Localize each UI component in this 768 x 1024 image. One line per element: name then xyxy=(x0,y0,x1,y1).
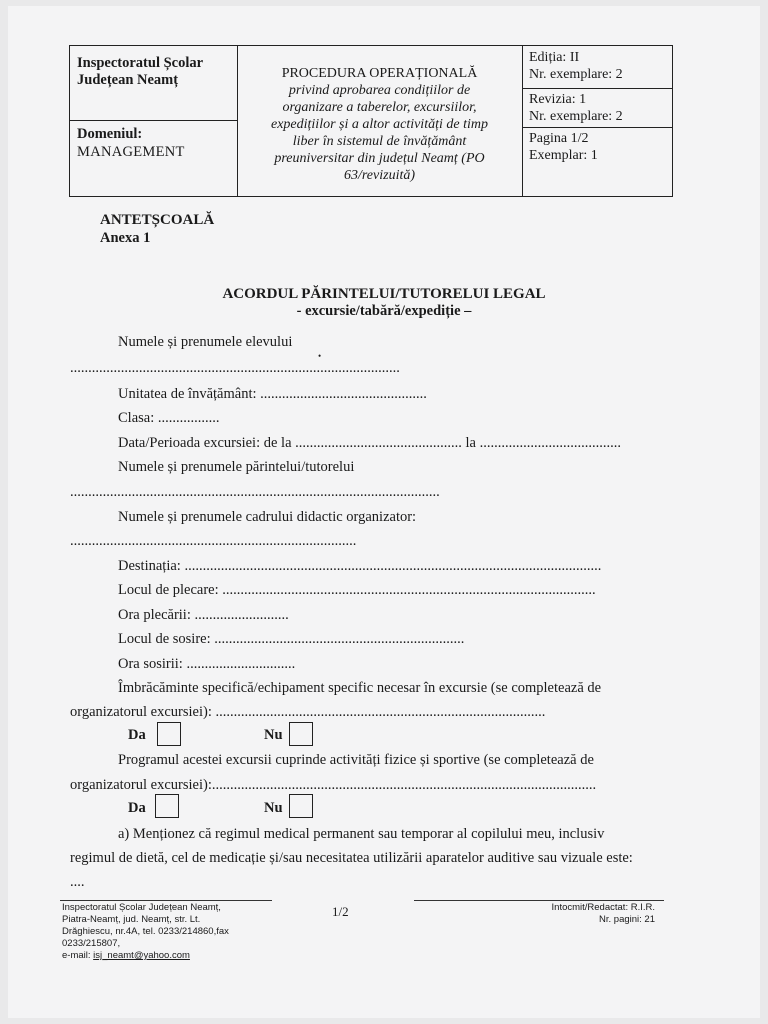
edition-text: Ediția: II xyxy=(529,50,580,65)
trip-period-field[interactable]: Data/Perioada excursiei: de la .............................................. la ....................................... xyxy=(118,435,621,451)
procedure-subtitle-5: preuniversitar din județul Neamț (PO xyxy=(274,151,485,166)
edition-column xyxy=(522,46,672,196)
clothing-yes-checkbox[interactable] xyxy=(157,722,181,746)
sports-yes-checkbox[interactable] xyxy=(155,794,179,818)
departure-time-field[interactable]: Ora plecării: .......................... xyxy=(118,607,289,623)
edition-cell xyxy=(522,46,672,89)
revision-copies: Nr. exemplare: 2 xyxy=(529,109,623,124)
footer-rule-left xyxy=(60,900,272,901)
revision-text: Revizia: 1 xyxy=(529,92,587,107)
teacher-name-field[interactable]: ............................................................................... xyxy=(70,533,357,549)
page-number: Pagina 1/2 xyxy=(529,131,589,146)
footer-rule-right xyxy=(414,900,664,901)
procedure-subtitle-4: liber în sistemul de învățământ xyxy=(292,134,467,149)
procedure-title: PROCEDURA OPERAȚIONALĂ xyxy=(281,66,478,81)
bullet-dot: • xyxy=(318,351,322,361)
sports-question-line-1: Programul acestei excursii cuprinde activități fizice și sportive (se completează de xyxy=(118,752,594,768)
sports-question-line-2[interactable]: organizatorul excursiei):.......................................................................................................... xyxy=(70,777,597,793)
revision-cell xyxy=(522,88,672,128)
clothing-yes-label: Da xyxy=(128,727,146,743)
footer-page-count: Nr. pagini: 21 xyxy=(599,914,655,925)
footer-address-line-4: 0233/215807, xyxy=(62,938,121,949)
procedure-header-table xyxy=(69,45,673,197)
domain-value: MANAGEMENT xyxy=(77,144,185,160)
procedure-subtitle-2: organizare a taberelor, excursiilor, xyxy=(282,100,477,115)
medical-statement-line-2: regimul de dietă, cel de medicație și/sau necesitatea utilizării aparatelor auditive sau vizuale este: xyxy=(70,850,633,866)
medical-statement-field[interactable]: .... xyxy=(70,874,85,890)
copy-number: Exemplar: 1 xyxy=(529,148,598,163)
footer-email-label: e-mail: xyxy=(62,950,94,961)
footer-author: Intocmit/Redactat: R.I.R. xyxy=(551,902,655,913)
footer-author-block xyxy=(480,902,655,926)
medical-statement-line-1: a) Menționez că regimul medical permanent sau temporar al copilului meu, inclusiv xyxy=(118,826,605,842)
student-name-label: Numele și prenumele elevului xyxy=(118,334,293,350)
arrival-place-field[interactable]: Locul de sosire: ..................................................................... xyxy=(118,631,465,647)
teacher-name-label: Numele și prenumele cadrului didactic organizator: xyxy=(118,509,417,525)
departure-place-field[interactable]: Locul de plecare: ....................................................................................................... xyxy=(118,582,596,598)
clothing-no-checkbox[interactable] xyxy=(289,722,313,746)
parent-name-label: Numele și prenumele părintelui/tutorelui xyxy=(118,459,355,475)
clothing-question-line-1: Îmbrăcăminte specifică/echipament specific necesar în excursie (se completează de xyxy=(118,680,602,696)
school-unit-field[interactable]: Unitatea de învățământ: .............................................. xyxy=(118,386,427,402)
destination-field[interactable]: Destinația: ................................................................................................................... xyxy=(118,558,602,574)
footer-email-line xyxy=(62,950,229,962)
class-field[interactable]: Clasa: ................. xyxy=(118,410,220,426)
sports-yes-label: Da xyxy=(128,800,146,816)
procedure-subtitle-3: expedițiilor și a altor activități de timp xyxy=(271,117,488,132)
procedure-title-column xyxy=(237,46,523,196)
sports-no-label: Nu xyxy=(264,800,283,816)
procedure-subtitle-6: 63/revizuită) xyxy=(343,168,416,183)
footer-address xyxy=(62,902,229,962)
footer-address-line-2: Piatra-Neamț, jud. Neamț, str. Lt. xyxy=(62,914,201,925)
school-letterhead: ANTETȘCOALĂ xyxy=(100,212,215,228)
sports-no-checkbox[interactable] xyxy=(289,794,313,818)
procedure-subtitle-1: privind aprobarea condițiilor de xyxy=(288,83,471,98)
student-name-field[interactable]: ........................................................................................... xyxy=(70,360,400,376)
arrival-time-field[interactable]: Ora sosirii: .............................. xyxy=(118,656,296,672)
institution-cell xyxy=(70,46,237,121)
footer-email-link[interactable]: isj_neamt@yahoo.com xyxy=(93,950,190,961)
footer-page-number: 1/2 xyxy=(332,904,349,919)
parent-name-field[interactable]: ...................................................................................................... xyxy=(70,484,440,500)
institution-column xyxy=(70,46,238,196)
document-subtitle: - excursie/tabără/expediție – xyxy=(296,303,472,319)
institution-line-2: Județean Neamț xyxy=(77,72,179,88)
clothing-no-label: Nu xyxy=(264,727,283,743)
domain-label: Domeniul: xyxy=(77,126,143,142)
annex-label: Anexa 1 xyxy=(100,230,151,246)
document-title: ACORDUL PĂRINTELUI/TUTORELUI LEGAL xyxy=(222,286,546,302)
institution-line-1: Inspectoratul Școlar xyxy=(77,55,204,71)
page-cell xyxy=(522,127,672,170)
edition-copies: Nr. exemplare: 2 xyxy=(529,67,623,82)
footer-address-line-1: Inspectoratul Școlar Județean Neamț, xyxy=(62,902,221,913)
footer-address-line-3: Drăghiescu, nr.4A, tel. 0233/214860,fax xyxy=(62,926,229,937)
clothing-question-line-2[interactable]: organizatorul excursiei): ........................................................................................... xyxy=(70,704,546,720)
